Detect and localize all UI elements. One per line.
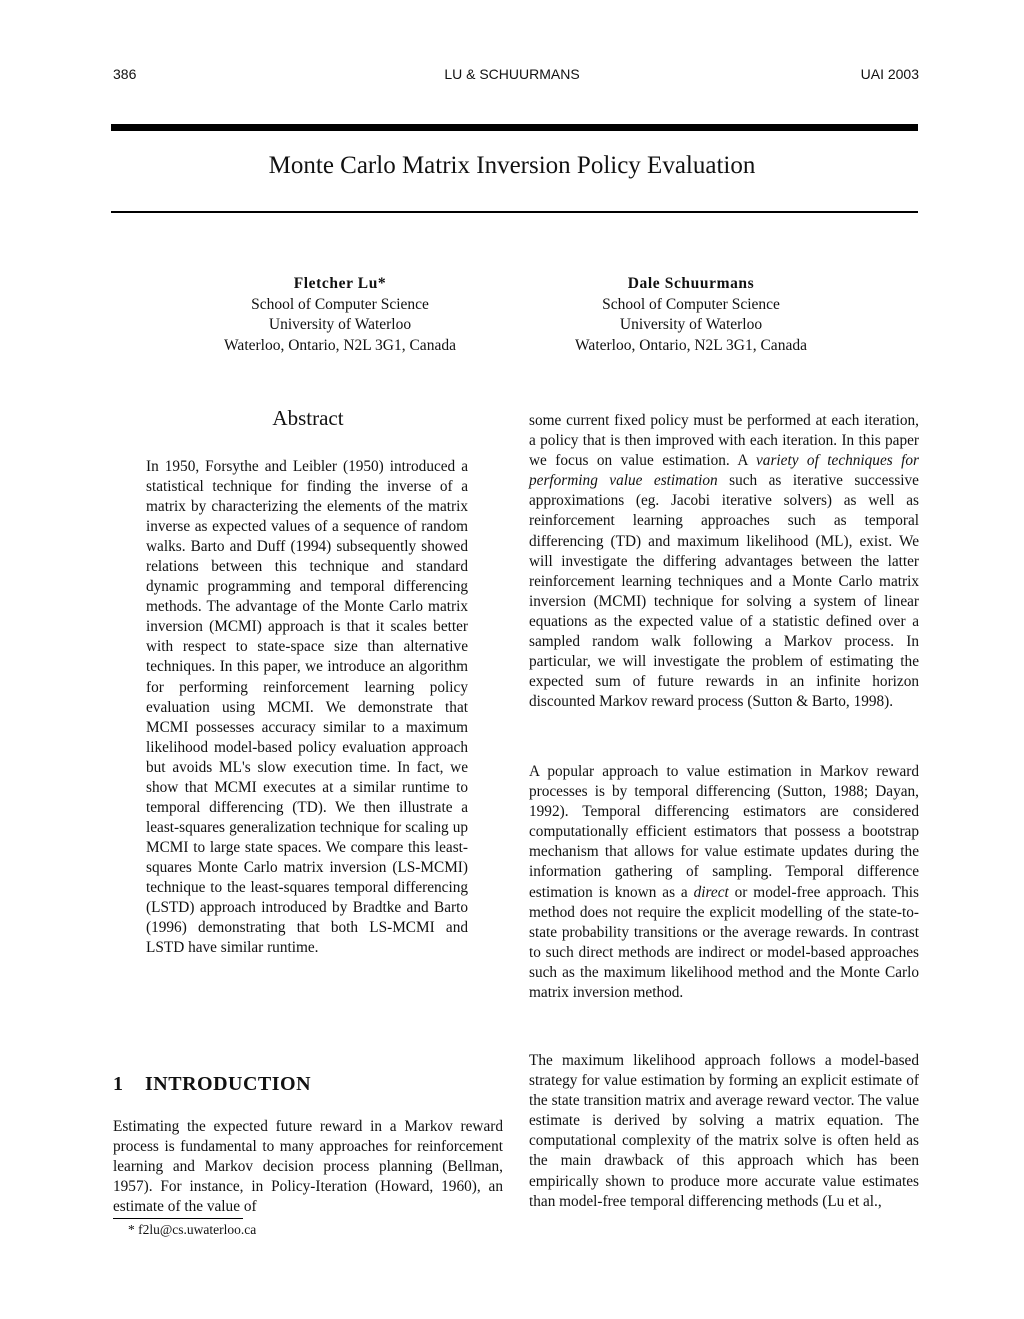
footnote: * f2lu@cs.uwaterloo.ca xyxy=(128,1222,257,1237)
author-address: Waterloo, Ontario, N2L 3G1, Canada xyxy=(224,336,456,354)
italic-text: variety of techniques for performing value estimation xyxy=(529,452,920,490)
section-title: INTRODUCTION xyxy=(145,1073,312,1095)
footnote-rule xyxy=(113,1218,243,1219)
paragraph xyxy=(529,762,919,1003)
author-department: School of Computer Science xyxy=(602,295,780,313)
introduction-text: Estimating the expected future reward in a Markov reward process is fundamental to many approaches for reinforcement learning and Markov decision process planning (Bellman, 1957). For instance, in Policy-Iteration (Howard, 1960), an estimate of the value of xyxy=(113,1118,503,1216)
section-number: 1 xyxy=(113,1073,124,1095)
page-number: 386 xyxy=(113,66,137,82)
paragraph-text: A popular approach to value estimation in Markov reward processes is by temporal differencing (Sutton, 1988; Dayan, 1992). Temporal differencing estimators are considered computationally efficient estimators that possess a bootstrap mechanism that allows for value estimate updates during the information gathering of sampling. Temporal difference estimation is known as a xyxy=(529,763,919,901)
section-heading xyxy=(113,1073,311,1096)
paragraph-text: or model-free approach. This method does not require the explicit modelling of the state-to-state probability transitions or the average rewards. In contrast to such direct methods are indirect or model-based approaches such as the maximum likelihood method and the Monte Carlo matrix inversion method. xyxy=(529,883,919,1002)
paragraph xyxy=(529,411,919,712)
abstract-heading: Abstract xyxy=(272,406,344,430)
paper-title: Monte Carlo Matrix Inversion Policy Evaluation xyxy=(268,152,756,179)
author-block xyxy=(170,274,510,356)
paragraph-text: some current fixed policy must be performed at each iteration, a policy that is then improved with each iteration. In this paper we focus on value estimation. A xyxy=(529,412,919,470)
author-department: School of Computer Science xyxy=(251,295,429,313)
running-head-venue: UAI 2003 xyxy=(860,66,919,82)
author-university: University of Waterloo xyxy=(268,316,412,333)
paragraph: The maximum likelihood approach follows a model-based strategy for value estimation by forming an explicit estimate of the state transition matrix and average reward vector. The value estimate is derived by solving a matrix equation. The computational complexity of the matrix solve is often held as the main drawback of this approach which has been empirically shown to produce more accurate value estimates than model-free temporal differencing methods (Lu et al., xyxy=(529,1052,919,1210)
title-bottom-rule xyxy=(111,211,918,213)
italic-text: direct xyxy=(693,883,729,901)
running-head-authors: LU & SCHUURMANS xyxy=(444,66,580,82)
author-address: Waterloo, Ontario, N2L 3G1, Canada xyxy=(575,336,807,354)
author-block xyxy=(521,274,861,356)
author-university: University of Waterloo xyxy=(619,316,763,333)
author-name: Dale Schuurmans xyxy=(627,275,755,292)
paragraph-text: such as iterative successive approximations (eg. Jacobi iterative solvers) as well as reinforcement learning approaches such as temporal differencing (TD) and maximum likelihood (ML), exist. We will investigate the differing advantages between the latter reinforcement learning techniques and a Monte Carlo matrix inversion (MCMI) technique for solving a system of linear equations as the expected value of a statistic defined over a sampled random walk following a Markov process. In particular, we will investigate the problem of estimating the expected sum of future rewards in an infinite horizon discounted Markov reward process (Sutton & Barto, 1998). xyxy=(529,472,919,711)
title-top-rule xyxy=(111,124,918,131)
abstract-text: In 1950, Forsythe and Leibler (1950) introduced a statistical technique for finding the inverse of a matrix by characterizing the elements of the matrix inverse as expected values of a sequence of random walks. Barto and Duff (1994) subsequently showed relations between this technique and standard dynamic programming and temporal differencing methods. The advantage of the Monte Carlo matrix inversion (MCMI) approach is that it scales better with respect to state-space size than alternative techniques. In this paper, we introduce an algorithm for performing reinforcement learning policy evaluation using MCMI. We demonstrate that MCMI possesses accuracy similar to a maximum likelihood model-based policy evaluation approach but avoids ML's slow execution time. In fact, we show that MCMI executes at a similar runtime to temporal differencing (TD). We then illustrate a least-squares generalization technique for scaling up MCMI to large state spaces. We compare this least-squares Monte Carlo matrix inversion (LS-MCMI) technique to the least-squares temporal differencing (LSTD) approach introduced by Bradtke and Barto (1996) demonstrating that both LS-MCMI and LSTD have similar runtime. xyxy=(146,458,468,957)
author-name: Fletcher Lu* xyxy=(293,275,387,292)
